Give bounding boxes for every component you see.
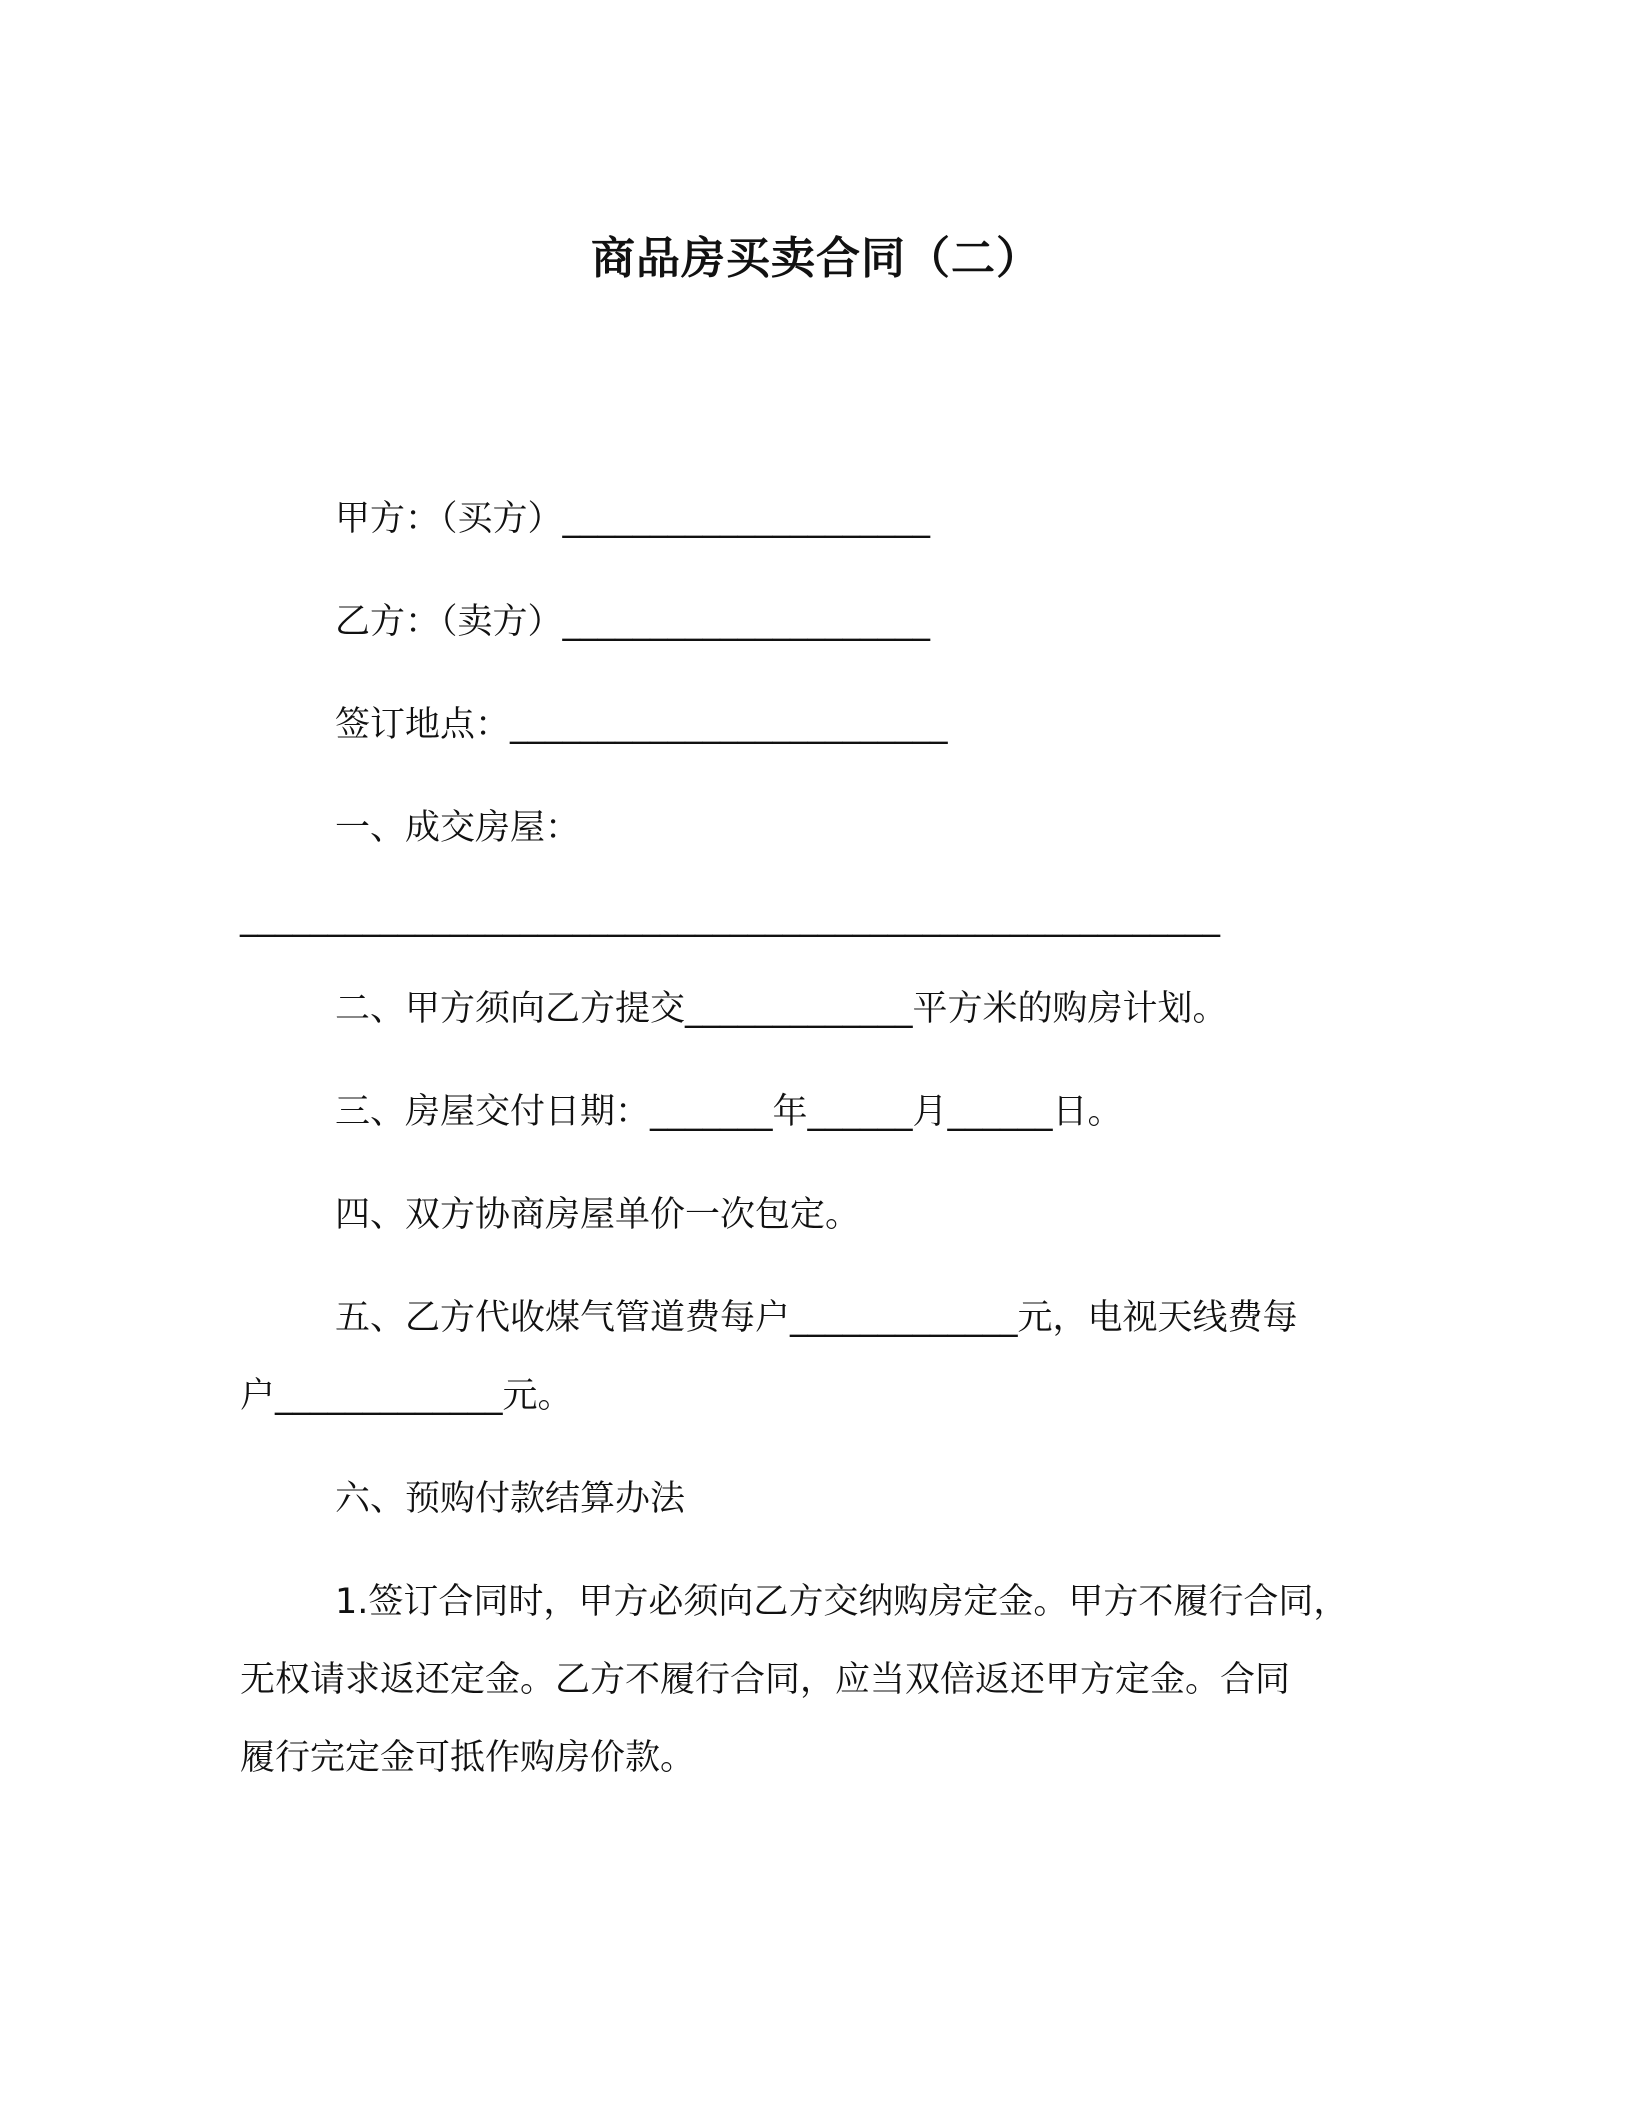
section-4-line: 四、双方协商房屋单价一次包定。 [335,1195,861,1235]
document-title: 商品房买卖合同（二） [591,233,1041,284]
party-b-line: 乙方：（卖方）_____________________ [335,602,931,642]
section-5-line-2: 户_____________元。 [240,1376,573,1416]
section-1-blank-line: ________________________________________________________ [240,898,1220,938]
clause-1-line-3: 履行完定金可抵作购房价款。 [240,1738,696,1778]
section-1-heading: 一、成交房屋： [335,808,581,848]
signing-location-line: 签订地点：_________________________ [335,705,948,745]
party-a-line: 甲方：（买方）_____________________ [335,499,931,539]
section-3-line: 三、房屋交付日期：_______年______月______日。 [335,1092,1123,1132]
section-6-heading: 六、预购付款结算办法 [335,1479,686,1519]
clause-1-line-2: 无权请求返还定金。乙方不履行合同，应当双倍返还甲方定金。合同 [240,1660,1291,1700]
clause-1-line-1: 1.签订合同时，甲方必须向乙方交纳购房定金。甲方不履行合同， [335,1582,1349,1622]
section-2-line: 二、甲方须向乙方提交_____________平方米的购房计划。 [335,989,1228,1029]
section-5-line-1: 五、乙方代收煤气管道费每户_____________元，电视天线费每 [335,1298,1298,1338]
